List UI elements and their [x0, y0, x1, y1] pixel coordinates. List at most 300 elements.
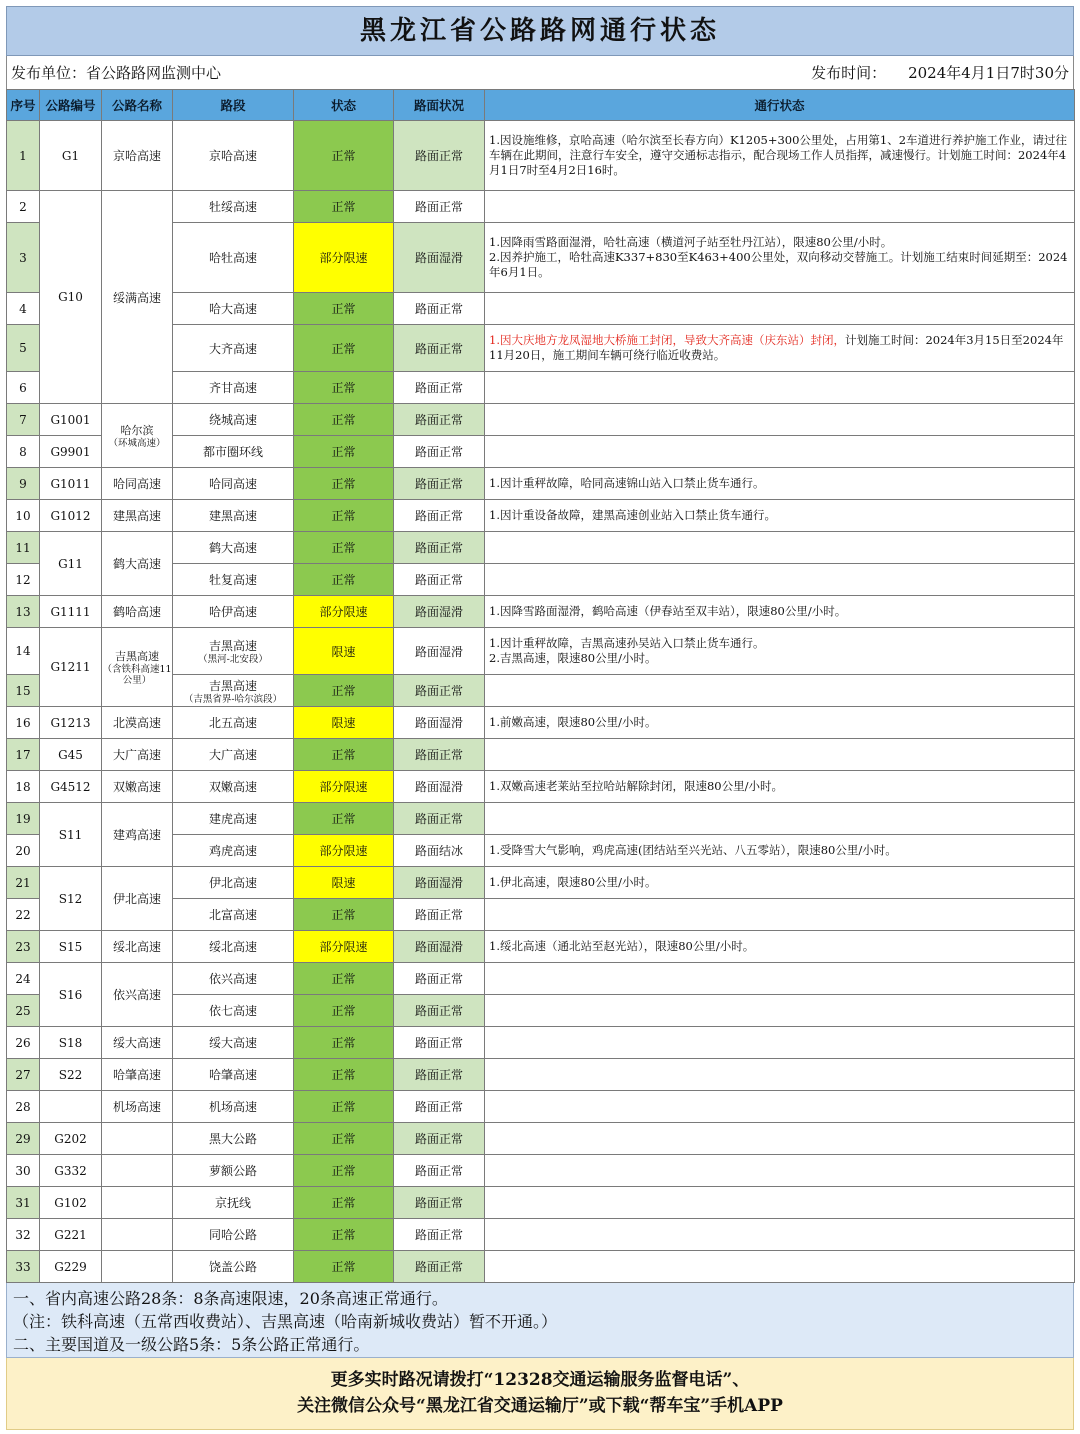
cell-note: [485, 223, 1075, 293]
cell-code: S15: [40, 931, 102, 963]
cell-segment: [173, 191, 294, 223]
cell-surface: 路面正常: [394, 1187, 485, 1219]
cell-note: [485, 191, 1075, 223]
cell-code: G9901: [40, 436, 102, 468]
cell-segment: [173, 596, 294, 628]
road-name: 建黑高速: [112, 509, 161, 523]
cell-note: [485, 1123, 1075, 1155]
cell-code: G4512: [40, 771, 102, 803]
cell-segment: [173, 121, 294, 191]
table-row: [7, 1155, 1075, 1187]
cell-status: 部分限速: [294, 596, 394, 628]
cell-name: [102, 1251, 173, 1283]
note-text: 1.前嫩高速，限速80公里/小时。: [489, 715, 657, 729]
cell-status: 正常: [294, 191, 394, 223]
cell-status: 正常: [294, 500, 394, 532]
segment-name: 依兴高速: [208, 972, 257, 986]
table-row: [7, 596, 1075, 628]
cell-segment: [173, 468, 294, 500]
cell-status: 正常: [294, 963, 394, 995]
road-name: 吉黑高速: [115, 650, 159, 663]
cell-segment: [173, 564, 294, 596]
segment-name: 北五高速: [208, 716, 257, 730]
segment-name: 齐甘高速: [208, 381, 257, 395]
note-text: 1.因降雨雪路面湿滑，哈牡高速（横道河子站至牡丹江站），限速80公里/小时。 2.因养护施工，哈牡高速K337+830至K463+400公里处，双向移动交替施工。计划施工结束时间延期至：2024年6月1日。: [489, 235, 1068, 279]
segment-name: 大齐高速: [208, 341, 257, 356]
publish-time-label: 发布时间：: [811, 64, 887, 82]
cell-status: 正常: [294, 293, 394, 325]
cell-note: [485, 436, 1075, 468]
cell-surface: 路面正常: [394, 436, 485, 468]
cell-no: 5: [7, 325, 40, 372]
cell-no: 19: [7, 803, 40, 835]
cell-note: [485, 707, 1075, 739]
cell-segment: [173, 995, 294, 1027]
cell-status: 正常: [294, 1251, 394, 1283]
cell-code: [40, 1091, 102, 1123]
cell-segment: [173, 372, 294, 404]
col-header-traffic: 通行状态: [485, 90, 1075, 121]
segment-name: 依七高速: [208, 1004, 257, 1018]
cell-status: 正常: [294, 1091, 394, 1123]
road-name: 京哈高速: [112, 149, 161, 163]
cell-surface: 路面正常: [394, 191, 485, 223]
col-header-segment: 路段: [173, 90, 294, 121]
table-row: [7, 803, 1075, 835]
cell-note: [485, 771, 1075, 803]
cell-status: 正常: [294, 436, 394, 468]
cell-segment: [173, 707, 294, 739]
segment-name: 哈同高速: [208, 477, 257, 491]
cell-segment: [173, 1091, 294, 1123]
table-row: [7, 121, 1075, 191]
cell-code: G102: [40, 1187, 102, 1219]
col-header-name: 公路名称: [102, 90, 173, 121]
cell-note: [485, 931, 1075, 963]
cell-code: G202: [40, 1123, 102, 1155]
segment-name: 建虎高速: [208, 812, 257, 826]
cell-name: [102, 532, 173, 596]
table-row: [7, 1251, 1075, 1283]
publisher: 发布单位：省公路路网监测中心: [11, 64, 222, 82]
cell-surface: 路面正常: [394, 1091, 485, 1123]
road-name-sub: （含铁科高速11公里）: [102, 664, 172, 686]
cell-segment: [173, 325, 294, 372]
cell-status: 限速: [294, 628, 394, 675]
cell-surface: 路面正常: [394, 404, 485, 436]
cell-surface: 路面正常: [394, 325, 485, 372]
cell-no: 9: [7, 468, 40, 500]
table-body: [7, 121, 1075, 1283]
cell-name: [102, 121, 173, 191]
cell-no: 20: [7, 835, 40, 867]
cell-note: [485, 325, 1075, 372]
table-row: [7, 1091, 1075, 1123]
summary-line: 一、省内高速公路28条：8条高速限速，20条高速正常通行。: [13, 1289, 448, 1308]
note-text: 1.受降雪大气影响，鸡虎高速(团结站至兴光站、八五零站），限速80公里/小时。: [489, 843, 897, 857]
table-row: [7, 1187, 1075, 1219]
note-text: 1.因设施维修，京哈高速（哈尔滨至长春方向）K1205+300公里处，占用第1、2车道进行养护施工作业，请过往车辆在此期间，注意行车安全，遵守交通标志指示，配合现场工作人员指挥，减速慢行。计划施工时间：2024年4月1日7时至4月2日16时。: [489, 133, 1068, 177]
table-row: [7, 191, 1075, 223]
segment-name: 机场高速: [208, 1100, 257, 1114]
segment-name: 都市圈环线: [202, 445, 263, 459]
cell-note: [485, 995, 1075, 1027]
cell-note: [485, 1155, 1075, 1187]
cell-status: 正常: [294, 1187, 394, 1219]
cell-no: 8: [7, 436, 40, 468]
road-status-table: [6, 89, 1075, 1283]
cell-status: 正常: [294, 372, 394, 404]
road-name: 机场高速: [112, 1100, 161, 1114]
cell-no: 16: [7, 707, 40, 739]
cell-name: [102, 739, 173, 771]
cell-no: 10: [7, 500, 40, 532]
cell-segment: [173, 1251, 294, 1283]
segment-name: 吉黑高速: [208, 639, 257, 653]
cell-surface: 路面正常: [394, 372, 485, 404]
cell-note: [485, 121, 1075, 191]
cell-name: [102, 867, 173, 931]
road-name: 大广高速: [112, 748, 161, 762]
road-name: 哈同高速: [112, 477, 161, 491]
cell-surface: 路面湿滑: [394, 867, 485, 899]
cell-no: 33: [7, 1251, 40, 1283]
cell-status: 正常: [294, 739, 394, 771]
cell-segment: [173, 223, 294, 293]
table-row: [7, 1027, 1075, 1059]
segment-name: 双嫩高速: [208, 780, 257, 794]
cell-segment: [173, 803, 294, 835]
cell-surface: 路面正常: [394, 293, 485, 325]
cell-no: 1: [7, 121, 40, 191]
segment-name: 建黑高速: [208, 509, 257, 523]
cell-segment: [173, 1155, 294, 1187]
cell-status: 正常: [294, 121, 394, 191]
table-row: [7, 931, 1075, 963]
segment-name: 黑大公路: [208, 1132, 257, 1146]
segment-name: 鸡虎高速: [208, 844, 257, 858]
road-name: 鹤哈高速: [112, 605, 161, 619]
segment-name: 同哈公路: [208, 1228, 257, 1242]
cell-no: 27: [7, 1059, 40, 1091]
cell-code: G1001: [40, 404, 102, 436]
cell-note: [485, 867, 1075, 899]
cell-segment: [173, 675, 294, 707]
cell-surface: 路面正常: [394, 564, 485, 596]
cell-name: [102, 500, 173, 532]
cell-no: 25: [7, 995, 40, 1027]
cell-code: G10: [40, 191, 102, 404]
cell-name: [102, 707, 173, 739]
cell-surface: 路面正常: [394, 675, 485, 707]
table-row: [7, 771, 1075, 803]
cell-surface: 路面湿滑: [394, 596, 485, 628]
publish-info: [6, 56, 1074, 89]
cell-name: [102, 596, 173, 628]
cell-status: 正常: [294, 675, 394, 707]
cell-status: 正常: [294, 1123, 394, 1155]
footer-line: 更多实时路况请拨打“12328交通运输服务监督电话”、: [330, 1370, 750, 1390]
cell-note: [485, 1059, 1075, 1091]
cell-code: G1012: [40, 500, 102, 532]
cell-code: G45: [40, 739, 102, 771]
cell-surface: 路面湿滑: [394, 931, 485, 963]
table-row: [7, 500, 1075, 532]
cell-name: [102, 931, 173, 963]
cell-no: 13: [7, 596, 40, 628]
road-name: 鹤大高速: [112, 557, 161, 571]
cell-note: [485, 1251, 1075, 1283]
cell-segment: [173, 293, 294, 325]
cell-segment: [173, 532, 294, 564]
col-header-code: 公路编号: [40, 90, 102, 121]
cell-status: 限速: [294, 867, 394, 899]
cell-surface: 路面正常: [394, 899, 485, 931]
cell-surface: 路面湿滑: [394, 223, 485, 293]
cell-segment: [173, 500, 294, 532]
cell-surface: 路面正常: [394, 121, 485, 191]
cell-name: [102, 1187, 173, 1219]
cell-no: 29: [7, 1123, 40, 1155]
table-row: [7, 867, 1075, 899]
cell-code: G332: [40, 1155, 102, 1187]
cell-status: 正常: [294, 995, 394, 1027]
table-row: [7, 739, 1075, 771]
cell-code: G221: [40, 1219, 102, 1251]
cell-name: [102, 803, 173, 867]
publish-time: [789, 62, 1069, 83]
note-text: 1.伊北高速，限速80公里/小时。: [489, 875, 657, 889]
cell-no: 11: [7, 532, 40, 564]
cell-no: 17: [7, 739, 40, 771]
cell-code: S16: [40, 963, 102, 1027]
cell-status: 正常: [294, 1219, 394, 1251]
cell-no: 26: [7, 1027, 40, 1059]
segment-name: 哈大高速: [208, 302, 257, 316]
segment-name: 北富高速: [208, 908, 257, 922]
segment-name: 牡复高速: [208, 573, 257, 587]
road-name: 绥北高速: [112, 940, 161, 954]
cell-note: [485, 628, 1075, 675]
cell-status: 正常: [294, 468, 394, 500]
cell-note: [485, 404, 1075, 436]
cell-note: [485, 1187, 1075, 1219]
cell-note: [485, 835, 1075, 867]
cell-surface: 路面正常: [394, 739, 485, 771]
table-row: [7, 1123, 1075, 1155]
cell-surface: 路面正常: [394, 468, 485, 500]
note-text: 计划施工时间：2024年3月15日至2024年11月20日，施工期间车辆可绕行临近收费站。: [489, 333, 1064, 362]
note-text: 1.因计重秤故障，哈同高速锦山站入口禁止货车通行。: [489, 476, 765, 490]
segment-name: 伊北高速: [208, 876, 257, 890]
cell-name: [102, 1027, 173, 1059]
segment-name: 哈伊高速: [208, 605, 257, 619]
cell-note: [485, 803, 1075, 835]
cell-no: 30: [7, 1155, 40, 1187]
cell-status: 正常: [294, 1059, 394, 1091]
cell-code: G1111: [40, 596, 102, 628]
cell-surface: 路面正常: [394, 1059, 485, 1091]
cell-segment: [173, 1027, 294, 1059]
cell-segment: [173, 835, 294, 867]
cell-status: 正常: [294, 532, 394, 564]
road-name: 建鸡高速: [112, 828, 161, 842]
cell-surface: 路面正常: [394, 1027, 485, 1059]
note-text: 1.绥北高速（通北站至赵光站），限速80公里/小时。: [489, 939, 755, 953]
cell-note: [485, 293, 1075, 325]
cell-segment: [173, 739, 294, 771]
cell-code: G1011: [40, 468, 102, 500]
cell-note: [485, 500, 1075, 532]
footer-notice: [6, 1358, 1074, 1430]
road-name: 北漠高速: [112, 716, 161, 730]
cell-name: [102, 1155, 173, 1187]
cell-status: 正常: [294, 564, 394, 596]
note-text: 1.双嫩高速老莱站至拉哈站解除封闭，限速80公里/小时。: [489, 779, 783, 793]
cell-no: 21: [7, 867, 40, 899]
cell-no: 22: [7, 899, 40, 931]
cell-segment: [173, 867, 294, 899]
cell-note: [485, 675, 1075, 707]
cell-status: 部分限速: [294, 223, 394, 293]
cell-code: S11: [40, 803, 102, 867]
segment-name: 萝额公路: [208, 1164, 257, 1178]
cell-code: G1: [40, 121, 102, 191]
cell-note: [485, 532, 1075, 564]
cell-note: [485, 596, 1075, 628]
cell-status: 正常: [294, 899, 394, 931]
cell-no: 14: [7, 628, 40, 675]
cell-segment: [173, 1219, 294, 1251]
table-row: [7, 1059, 1075, 1091]
cell-name: [102, 1123, 173, 1155]
segment-name: 京哈高速: [208, 149, 257, 163]
cell-segment: [173, 963, 294, 995]
cell-note: [485, 564, 1075, 596]
segment-name: 绥大高速: [208, 1036, 257, 1050]
cell-surface: 路面正常: [394, 1155, 485, 1187]
cell-surface: 路面结冰: [394, 835, 485, 867]
cell-name: [102, 771, 173, 803]
note-red: 1.因大庆地方龙凤湿地大桥施工封闭，导致大齐高速（庆东站）封闭，: [489, 333, 845, 347]
road-name-sub: （环城高速）: [108, 438, 166, 449]
segment-name: 牡绥高速: [208, 200, 257, 214]
cell-no: 12: [7, 564, 40, 596]
note-text: 1.因计重秤故障，吉黑高速孙吴站入口禁止货车通行。 2.吉黑高速，限速80公里/小时。: [489, 636, 765, 665]
cell-code: G229: [40, 1251, 102, 1283]
cell-code: G1213: [40, 707, 102, 739]
cell-segment: [173, 1059, 294, 1091]
cell-code: S18: [40, 1027, 102, 1059]
table-row: [7, 963, 1075, 995]
cell-segment: [173, 436, 294, 468]
segment-name: 绕城高速: [208, 413, 257, 427]
cell-surface: 路面正常: [394, 500, 485, 532]
cell-status: 正常: [294, 803, 394, 835]
cell-note: [485, 739, 1075, 771]
cell-name: [102, 1091, 173, 1123]
cell-status: 正常: [294, 1027, 394, 1059]
cell-segment: [173, 628, 294, 675]
cell-no: 6: [7, 372, 40, 404]
cell-surface: 路面正常: [394, 963, 485, 995]
table-row: [7, 628, 1075, 675]
cell-note: [485, 1219, 1075, 1251]
page-title: 黑龙江省公路路网通行状态: [6, 6, 1074, 56]
cell-no: 23: [7, 931, 40, 963]
cell-code: G11: [40, 532, 102, 596]
segment-name: 大广高速: [208, 748, 257, 762]
cell-status: 限速: [294, 707, 394, 739]
segment-sub: （吉黑省界-哈尔滨段）: [183, 693, 283, 705]
cell-name: [102, 1059, 173, 1091]
road-name: 绥满高速: [112, 290, 161, 305]
col-header-no: 序号: [7, 90, 40, 121]
table-row: [7, 468, 1075, 500]
cell-no: 18: [7, 771, 40, 803]
segment-name: 哈牡高速: [208, 251, 257, 265]
cell-name: [102, 1219, 173, 1251]
cell-note: [485, 468, 1075, 500]
summary-line: （注：铁科高速（五常西收费站）、吉黑高速（哈南新城收费站）暂不开通。）: [13, 1312, 558, 1331]
cell-no: 31: [7, 1187, 40, 1219]
cell-segment: [173, 771, 294, 803]
cell-note: [485, 963, 1075, 995]
cell-name: [102, 191, 173, 404]
footer-line: 关注微信公众号“黑龙江省交通运输厅”或下载“帮车宝”手机APP: [297, 1396, 783, 1416]
road-name: 绥大高速: [112, 1036, 161, 1050]
publish-time-value: 2024年4月1日7时30分: [908, 64, 1069, 82]
cell-no: 7: [7, 404, 40, 436]
cell-surface: 路面正常: [394, 803, 485, 835]
cell-no: 3: [7, 223, 40, 293]
cell-surface: 路面正常: [394, 995, 485, 1027]
cell-segment: [173, 404, 294, 436]
cell-name: [102, 404, 173, 468]
cell-no: 24: [7, 963, 40, 995]
cell-status: 部分限速: [294, 771, 394, 803]
col-header-status: 状态: [294, 90, 394, 121]
table-row: [7, 707, 1075, 739]
segment-name: 吉黑高速: [208, 678, 257, 693]
segment-name: 京抚线: [214, 1196, 251, 1210]
cell-segment: [173, 899, 294, 931]
cell-status: 正常: [294, 325, 394, 372]
cell-surface: 路面湿滑: [394, 771, 485, 803]
cell-segment: [173, 931, 294, 963]
cell-surface: 路面正常: [394, 1251, 485, 1283]
cell-code: S22: [40, 1059, 102, 1091]
cell-status: 正常: [294, 1155, 394, 1187]
cell-no: 2: [7, 191, 40, 223]
cell-surface: 路面正常: [394, 532, 485, 564]
cell-status: 正常: [294, 404, 394, 436]
cell-note: [485, 899, 1075, 931]
cell-note: [485, 1091, 1075, 1123]
cell-no: 32: [7, 1219, 40, 1251]
cell-name: [102, 628, 173, 707]
road-name: 哈肇高速: [112, 1068, 161, 1082]
note-text: 1.因降雪路面湿滑，鹤哈高速（伊春站至双丰站），限速80公里/小时。: [489, 604, 847, 618]
cell-no: 15: [7, 675, 40, 707]
road-name: 哈尔滨: [120, 424, 154, 437]
segment-sub: （黑河-北安段）: [198, 654, 268, 665]
note-text: 1.因计重设备故障，建黑高速创业站入口禁止货车通行。: [489, 508, 776, 522]
cell-surface: 路面湿滑: [394, 707, 485, 739]
segment-name: 绥北高速: [208, 940, 257, 954]
cell-status: 部分限速: [294, 835, 394, 867]
road-name: 伊北高速: [112, 892, 161, 906]
